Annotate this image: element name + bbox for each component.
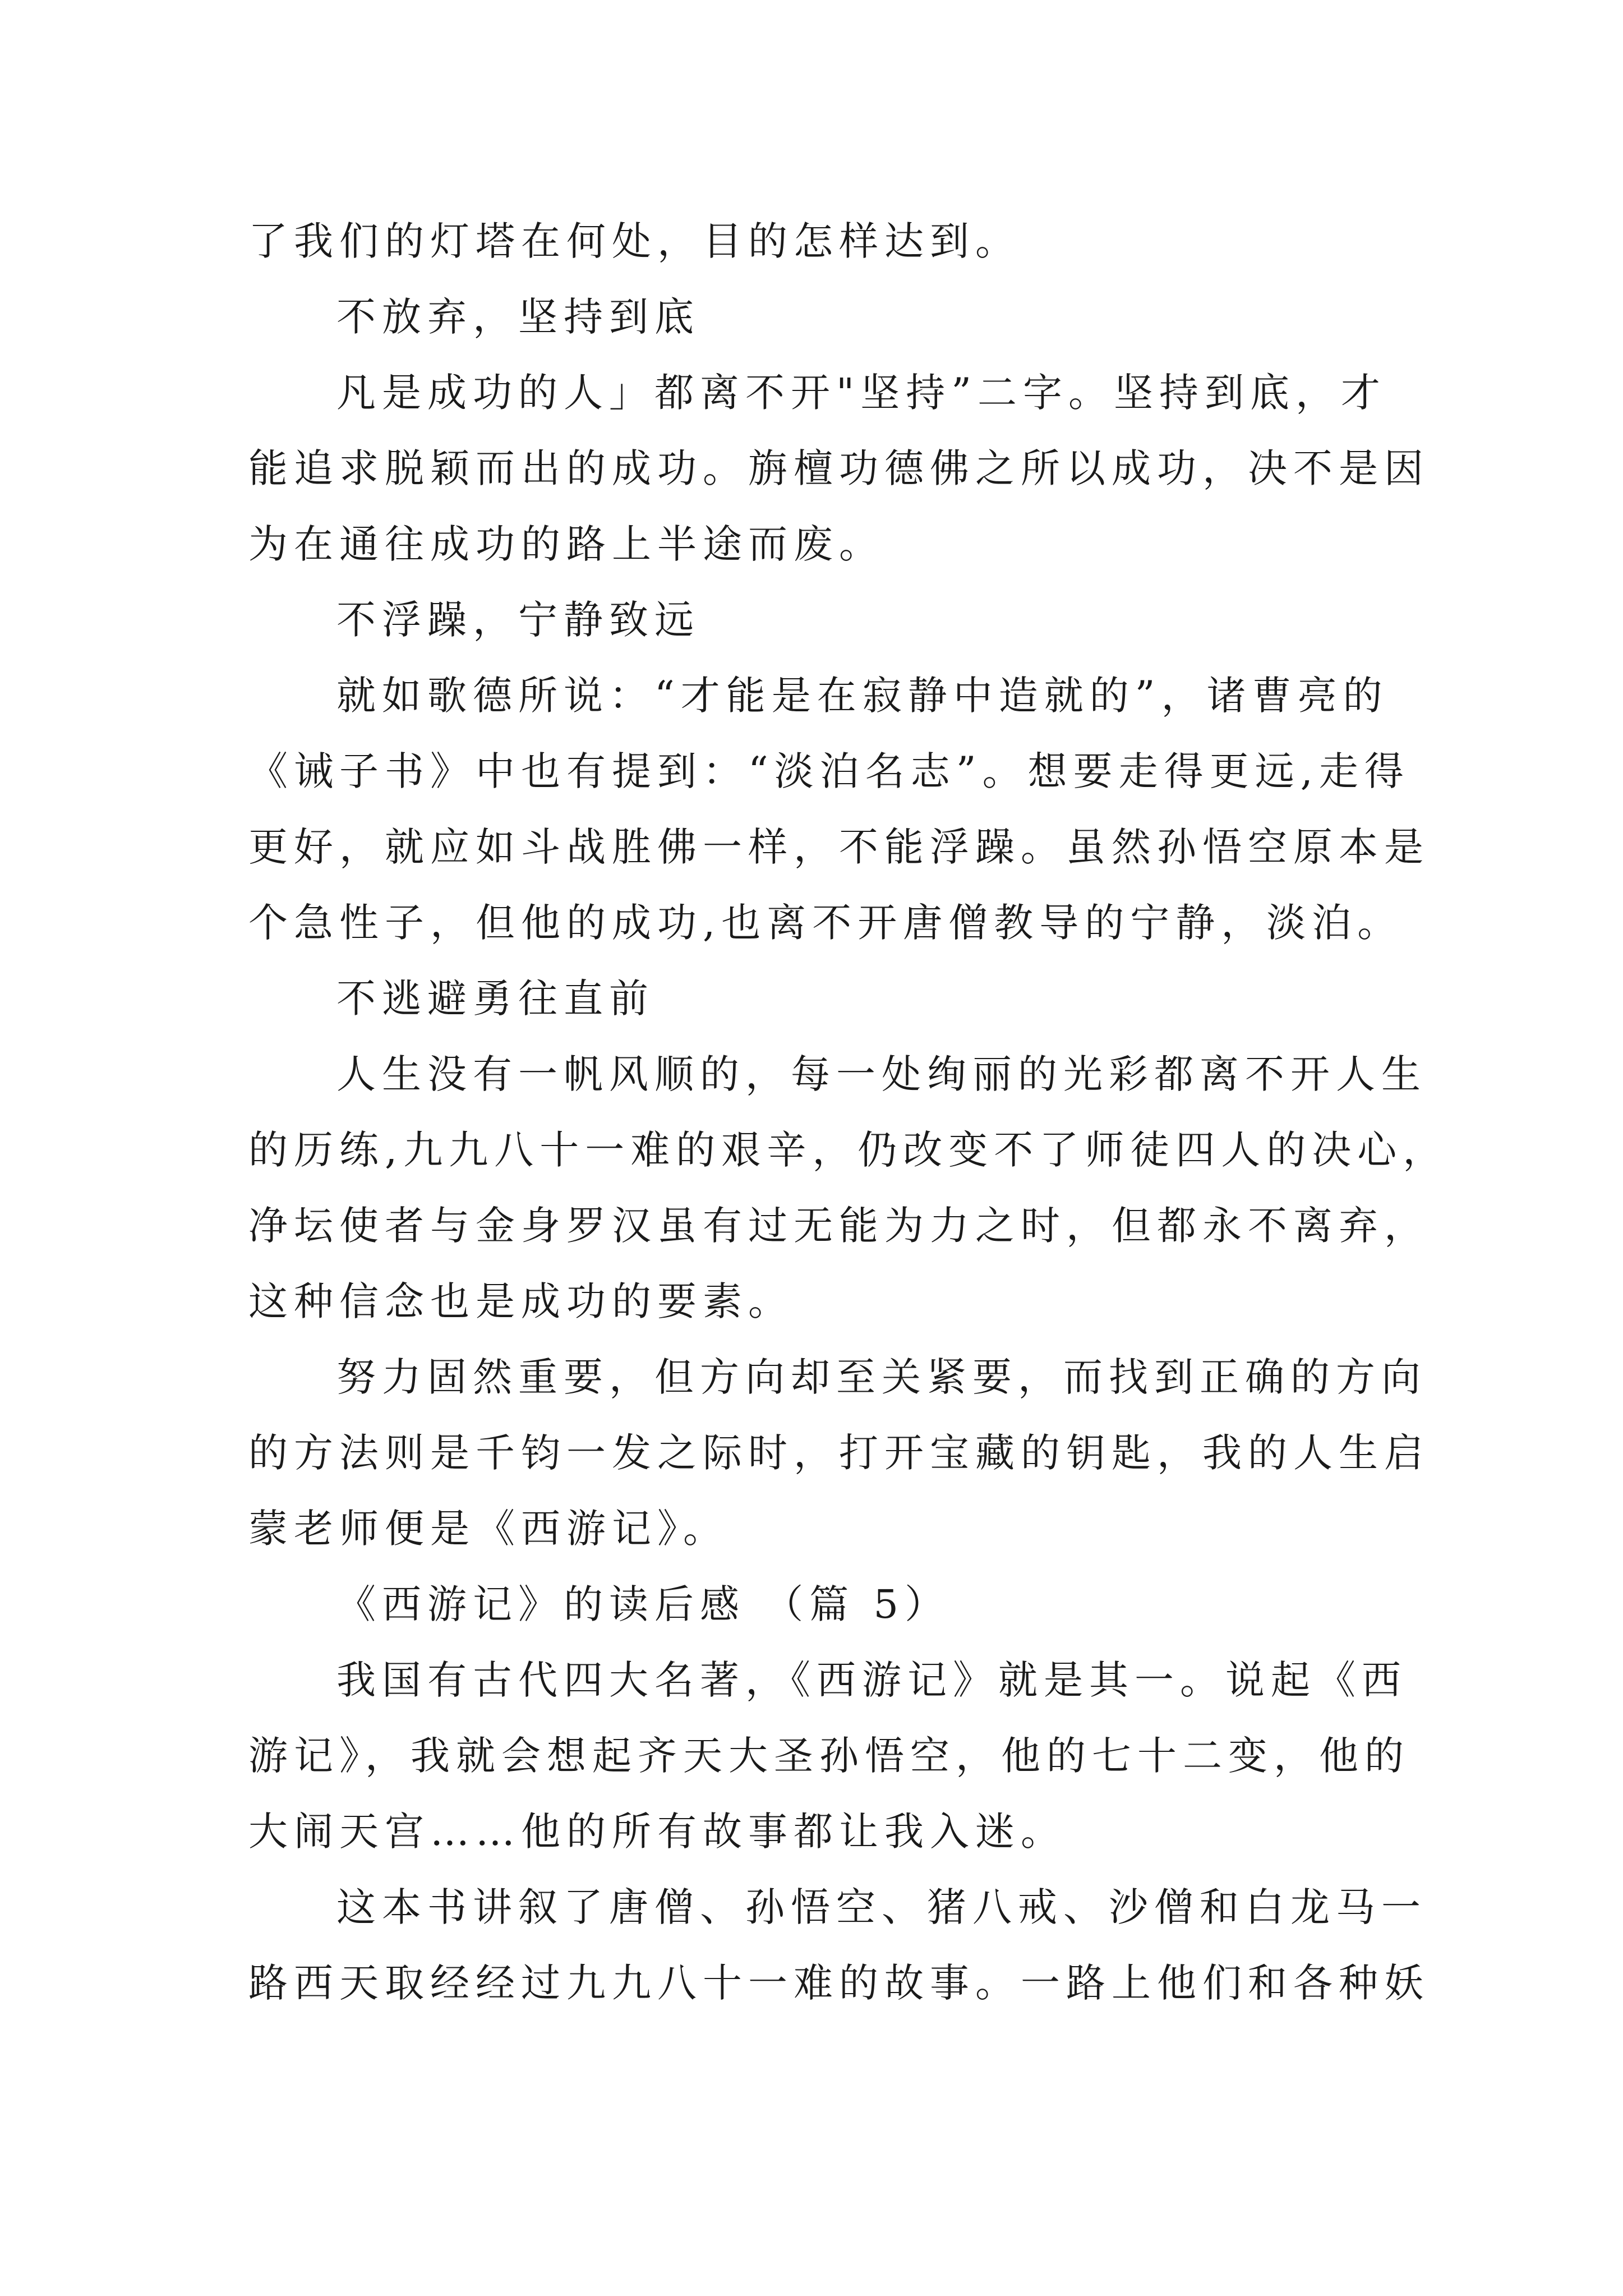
essay-title: 《西游记》的读后感 （篇 5）: [336, 1581, 951, 1627]
text-line: 蒙老师便是《西游记》。: [248, 1506, 728, 1552]
text-line: 努力固然重要，但方向却至关紧要，而找到正确的方向: [336, 1354, 1427, 1400]
text-line: 我国有古代四大名著，《西游记》就是其一。说起《西: [336, 1657, 1407, 1703]
section-heading: 不浮躁，宁静致远: [336, 597, 700, 643]
text-line: 大闹天宫……他的所有故事都让我入迷。: [248, 1809, 1066, 1855]
text-line: 个急性子，但他的成功,也离不开唐僧教导的宁静，淡泊。: [248, 900, 1403, 946]
text-line: 游记》，我就会想起齐天大圣孙悟空，他的七十二变，他的: [248, 1733, 1410, 1779]
text-line: 这本书讲叙了唐僧、孙悟空、猪八戒、沙僧和白龙马一: [336, 1884, 1427, 1930]
text-line: 能追求脱颖而出的成功。旃檀功德佛之所以成功，决不是因: [248, 445, 1430, 491]
section-heading: 不放弃，坚持到底: [336, 294, 700, 340]
text-line: 净坛使者与金身罗汉虽有过无能为力之时，但都永不离弃，: [248, 1203, 1430, 1249]
text-line: 《诫子书》中也有提到：“淡泊名志”。想要走得更远,走得: [248, 748, 1410, 794]
text-line: 这种信念也是成功的要素。: [248, 1278, 794, 1324]
text-line: 为在通往成功的路上半途而废。: [248, 521, 884, 567]
text-line: 的方法则是千钧一发之际时，打开宝藏的钥匙，我的人生启: [248, 1430, 1430, 1476]
text-line: 就如歌德所说：“才能是在寂静中造就的”，诸曹亮的: [336, 673, 1389, 719]
text-line: 人生没有一帆风顺的，每一处绚丽的光彩都离不开人生: [336, 1051, 1427, 1097]
text-line: 路西天取经经过九九八十一难的故事。一路上他们和各种妖: [248, 1960, 1430, 2006]
text-line: 更好，就应如斗战胜佛一样，不能浮躁。虽然孙悟空原本是: [248, 824, 1430, 870]
text-line: 凡是成功的人」都离不开"坚持”二字。坚持到底，才: [336, 370, 1386, 416]
text-line: 的历练,九九八十一难的艰辛，仍改变不了师徒四人的决心，: [248, 1127, 1449, 1173]
section-heading: 不逃避勇往直前: [336, 976, 654, 1022]
text-line: 了我们的灯塔在何处，目的怎样达到。: [248, 218, 1021, 264]
